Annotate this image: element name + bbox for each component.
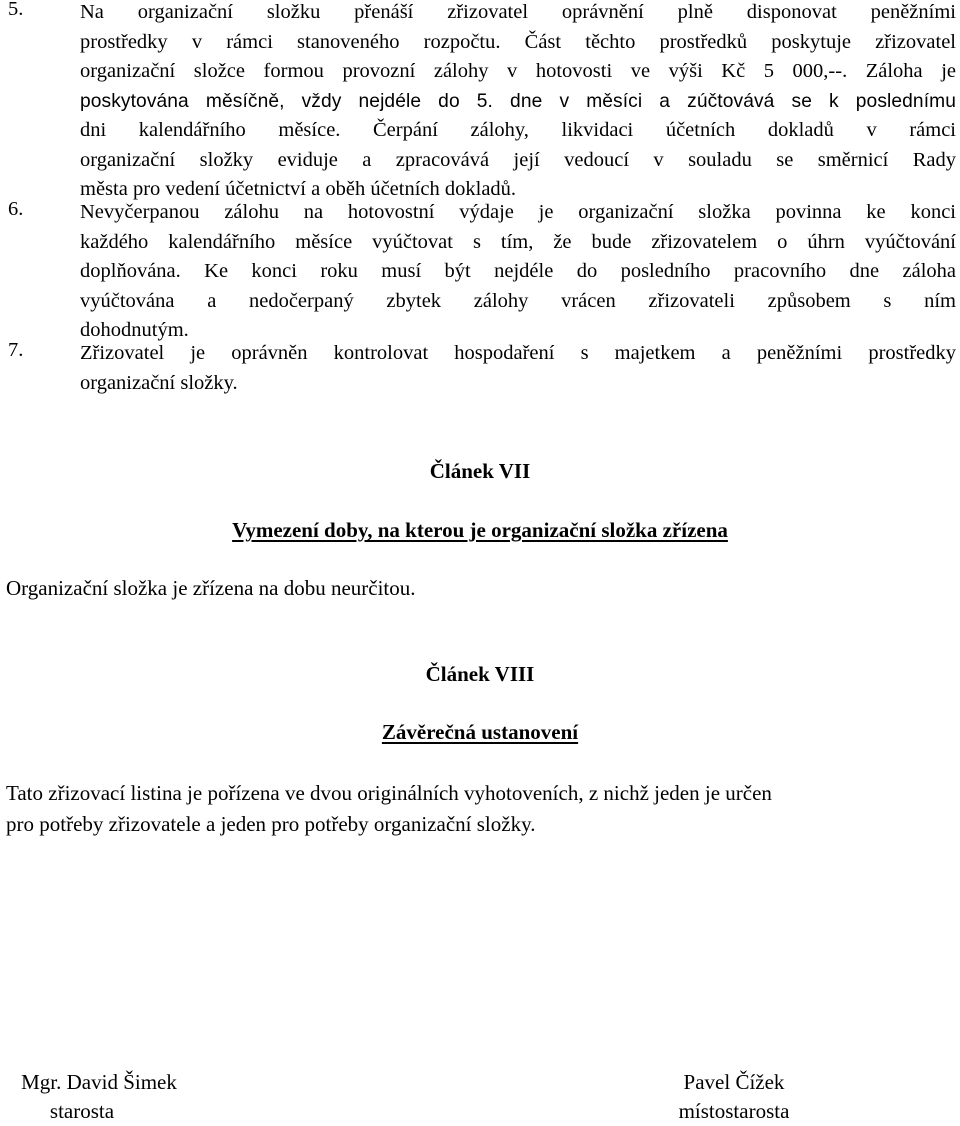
text-line: dohodnutým. — [80, 319, 189, 341]
signature-name: Pavel Čížek — [683, 1070, 785, 1094]
signature-block-left — [4, 1068, 194, 1126]
text-line: doplňována. Ke konci roku musí být nejdéle do posledního pracovního dne záloha — [80, 260, 956, 282]
signature-role: starosta — [49, 1099, 115, 1123]
article-7-heading: Článek VII — [429, 459, 531, 483]
article-8-subheading: Závěrečná ustanovení — [381, 720, 579, 744]
list-item-text — [80, 339, 956, 398]
text-line: Na organizační složku přenáší zřizovatel oprávnění plně disponovat peněžními — [80, 1, 956, 23]
text-line: vyúčtována a nedočerpaný zbytek zálohy vrácen zřizovateli způsobem s ním — [80, 289, 956, 312]
list-item-number: 6. — [8, 198, 24, 220]
text-line: prostředky v rámci stanoveného rozpočtu. Část těchto prostředků poskytuje zřizovatel — [80, 30, 956, 53]
article-8-text — [6, 778, 956, 840]
list-item-text — [80, 198, 956, 346]
article-7-subheading: Vymezení doby, na kterou je organizační složka zřízena — [232, 518, 728, 542]
list-item-number: 7. — [8, 339, 24, 361]
list-item-7 — [8, 339, 956, 398]
text-line: organizační složky. — [80, 371, 238, 394]
list-item-text — [80, 0, 956, 205]
text-line: dni kalendářního měsíce. Čerpání zálohy, likvidaci účetních dokladů v rámci — [80, 119, 956, 141]
list-item-number: 5. — [8, 0, 24, 20]
signature-block-right — [664, 1068, 804, 1126]
text-line: každého kalendářního měsíce vyúčtovat s tím, že bude zřizovatelem o úhrn vyúčtování — [80, 230, 956, 253]
text-line: Nevyčerpanou zálohu na hotovostní výdaje je organizační složka povinna ke konci — [80, 201, 956, 223]
text-line: města pro vedení účetnictví a oběh účetních dokladů. — [80, 178, 517, 200]
article-7-text — [6, 573, 956, 604]
text-line: poskytována měsíčně, vždy nejdéle do 5. dne v měsíci a zúčtovává se k poslednímu — [80, 90, 956, 112]
text-line: Zřizovatel je oprávněn kontrolovat hospodaření s majetkem a peněžními prostředky — [80, 342, 956, 364]
text-line: Organizační složka je zřízena na dobu neurčitou. — [6, 576, 416, 600]
list-item-5 — [8, 0, 956, 205]
text-line: pro potřeby zřizovatele a jeden pro potřeby organizační složky. — [6, 812, 536, 836]
text-line: Tato zřizovací listina je pořízena ve dvou originálních vyhotoveních, z nichž jeden je určen — [6, 781, 772, 805]
signature-role: místostarosta — [678, 1099, 790, 1123]
list-item-6 — [8, 198, 956, 346]
text-line: organizační složky eviduje a zpracovává její vedoucí v souladu se směrnicí Rady — [80, 148, 956, 171]
signature-name: Mgr. David Šimek — [21, 1070, 177, 1094]
article-8-heading: Článek VIII — [425, 662, 535, 686]
text-line: organizační složce formou provozní zálohy v hotovosti ve výši Kč 5 000,--. Záloha je — [80, 60, 956, 82]
